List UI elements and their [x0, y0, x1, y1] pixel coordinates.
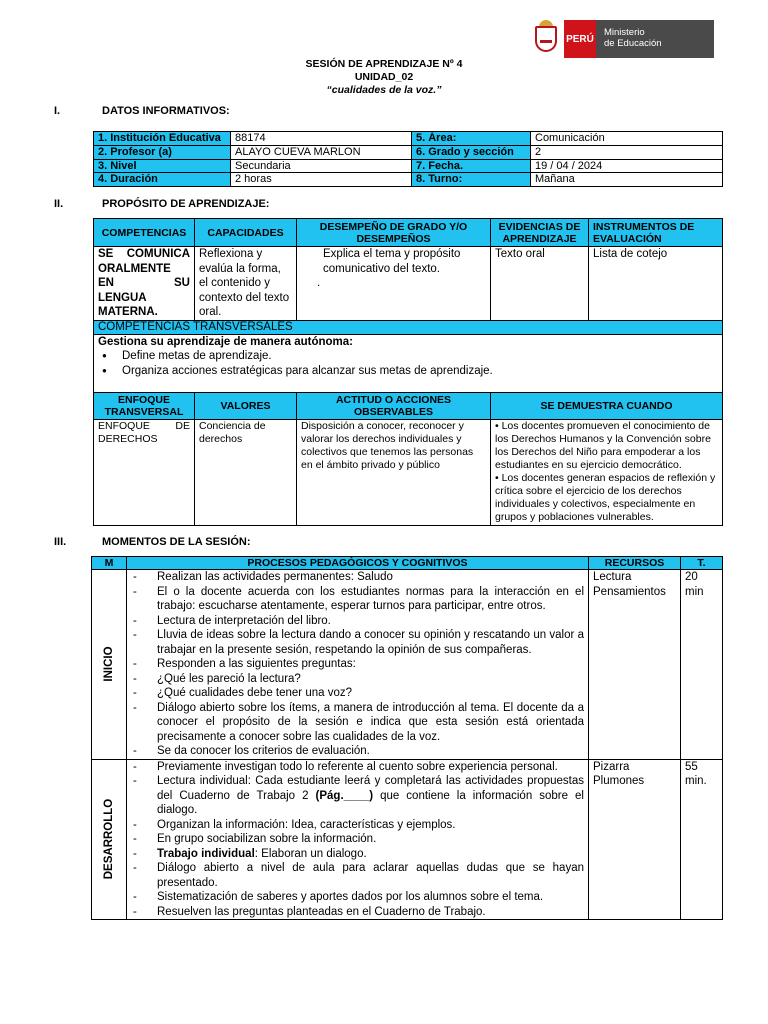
- actitud-cell: Disposición a conocer, reconocer y valorar los derechos individuales y colectivos que tenemos las personas en el ámbito privado y público: [297, 420, 491, 526]
- institucion-value: 88174: [231, 132, 412, 146]
- momentos-table: [91, 556, 723, 920]
- list-item: - ¿Qué cualidades debe tener una voz?: [133, 686, 584, 701]
- gestiona-title: Gestiona su aprendizaje de manera autónoma:: [98, 335, 353, 348]
- section-datos-heading: I. DATOS INFORMATIVOS:: [54, 105, 230, 117]
- section-momentos-heading: III. MOMENTOS DE LA SESIÓN:: [54, 536, 251, 548]
- capacidad-cell: Reflexiona y evalúa la forma, el contenido y contexto del texto oral.: [195, 247, 297, 321]
- national-seal-icon: [530, 20, 562, 58]
- list-item: - Resuelven las preguntas planteadas en el Cuaderno de Trabajo.: [133, 905, 584, 920]
- desarrollo-list: [133, 760, 584, 920]
- table-row: 1. Institución Educativa 88174 5. Área: Comunicación: [94, 132, 723, 146]
- list-item: - Trabajo individual: Elaboran un dialogo.: [133, 847, 584, 862]
- list-item: - Diálogo abierto a nivel de aula para aclarar aquellas dudas que se hayan presentado.: [133, 861, 584, 890]
- profesor-value: ALAYO CUEVA MARLON: [231, 145, 412, 159]
- competencia-cell: SE COMUNICA ORALMENTE EN SU LENGUA MATERNA.: [94, 247, 195, 321]
- list-item: - Lluvia de ideas sobre la lectura dando a conocer su opinión y rescatando un valor a trabajar en la presente sesión, respetando la opinión de sus compañeras.: [133, 628, 584, 657]
- demuestra-cell: • Los docentes promueven el conocimiento de los Derechos Humanos y la Convención sobre los Derechos del Niño para empoderar a los estudiantes en su ejercicio democrático. • Los docentes generan espacios de reflexión y crítica sobre el ejercicio de los derechos individuales y colectivos, especialmente en grupos y poblaciones vulnerables.: [491, 420, 723, 526]
- list-item: ● Define metas de aprendizaje.: [98, 349, 718, 364]
- area-value: Comunicación: [531, 132, 723, 146]
- list-item: - Diálogo abierto sobre los ítems, a manera de introducción al tema. El docente da a conocer el propósito de la sesión e indica que esta sesión está orientada precisamente a conocer sobre las cualidades de la voz.: [133, 701, 584, 745]
- datos-table: [93, 131, 723, 187]
- duracion-value: 2 horas: [231, 173, 412, 187]
- turno-value: Mañana: [531, 173, 723, 187]
- desarrollo-tiempo: 55 min.: [681, 759, 723, 920]
- table-row: 3. Nivel Secundaria 7. Fecha. 19 / 04 / 2024: [94, 159, 723, 173]
- table-header-row: COMPETENCIAS CAPACIDADES DESEMPEÑO DE GRADO Y/O DESEMPEÑOS EVIDENCIAS DE APRENDIZAJE INSTRUMENTOS DE EVALUACIÓN: [94, 219, 723, 247]
- unit-title: UNIDAD_02: [354, 71, 414, 83]
- table-row: [94, 247, 723, 321]
- list-item: - En grupo sociabilizan sobre la información.: [133, 832, 584, 847]
- table-row: 4. Duración 2 horas 8. Turno: Mañana: [94, 173, 723, 187]
- inicio-row: [92, 570, 723, 760]
- ministry-label: Ministerio de Educación: [596, 20, 714, 58]
- evidencia-cell: Texto oral: [491, 247, 589, 321]
- list-item: ● Organiza acciones estratégicas para alcanzar sus metas de aprendizaje.: [98, 364, 718, 379]
- transversales-row: COMPETENCIAS TRANSVERSALES: [94, 320, 723, 334]
- list-item: - ¿Qué les pareció la lectura?: [133, 672, 584, 687]
- desarrollo-row: [92, 759, 723, 920]
- enfoque-cell: ENFOQUE DE DERECHOS: [94, 420, 195, 526]
- list-item: - Organizan la información: Idea, características y ejemplos.: [133, 818, 584, 833]
- list-item: - Lectura de interpretación del libro.: [133, 614, 584, 629]
- list-item: - Se da conocer los criterios de evaluación.: [133, 744, 584, 759]
- document-title: [0, 58, 768, 97]
- valor-cell: Conciencia de derechos: [195, 420, 297, 526]
- inicio-list: [133, 570, 584, 759]
- list-item: - Responden a las siguientes preguntas:: [133, 657, 584, 672]
- instrumento-cell: Lista de cotejo: [589, 247, 723, 321]
- nivel-value: Secundaria: [231, 159, 412, 173]
- desempeno-cell: Explica el tema y propósito comunicativo del texto. .: [297, 247, 491, 321]
- list-item: - Lectura individual: Cada estudiante leerá y completará las actividades propuestas del Cuaderno de Trabajo 2 (Pág.____) que contiene la información sobre el dialogo.: [133, 774, 584, 818]
- table-row: 2. Profesor (a) ALAYO CUEVA MARLON 6. Grado y sección 2: [94, 145, 723, 159]
- peru-label: PERÚ: [564, 20, 596, 58]
- list-item: - El o la docente acuerda con los estudiantes normas para la interacción en el trabajo: escucharse atentamente, esperar turnos para participar, entre otros.: [133, 585, 584, 614]
- list-item: - Realizan las actividades permanentes: Saludo: [133, 570, 584, 585]
- enfoque-header-row: ENFOQUE TRANSVERSAL VALORES ACTITUD O ACCIONES OBSERVABLES SE DEMUESTRA CUANDO: [94, 393, 723, 420]
- desarrollo-label: DESARROLLO: [92, 759, 127, 920]
- inicio-tiempo: 20 min: [681, 570, 723, 760]
- session-theme: “cualidades de la voz.”: [326, 84, 442, 96]
- fecha-value: 19 / 04 / 2024: [531, 159, 723, 173]
- proposito-table: [93, 218, 723, 526]
- grado-value: 2: [531, 145, 723, 159]
- gestiona-row: [94, 334, 723, 393]
- enfoque-row: [94, 420, 723, 526]
- table-header-row: M PROCESOS PEDAGÓGICOS Y COGNITIVOS RECURSOS T.: [92, 557, 723, 570]
- desarrollo-recursos: Pizarra Plumones: [589, 759, 681, 920]
- list-item: - Previamente investigan todo lo referente al cuento sobre experiencia personal.: [133, 760, 584, 775]
- inicio-label: INICIO: [92, 570, 127, 760]
- minedu-logo: [530, 20, 714, 58]
- inicio-recursos: Lectura Pensamientos: [589, 570, 681, 760]
- session-title: SESIÓN DE APRENDIZAJE Nº 4: [305, 58, 463, 70]
- section-proposito-heading: II. PROPÓSITO DE APRENDIZAJE:: [54, 198, 270, 210]
- list-item: - Sistematización de saberes y aportes dados por los alumnos sobre el tema.: [133, 890, 584, 905]
